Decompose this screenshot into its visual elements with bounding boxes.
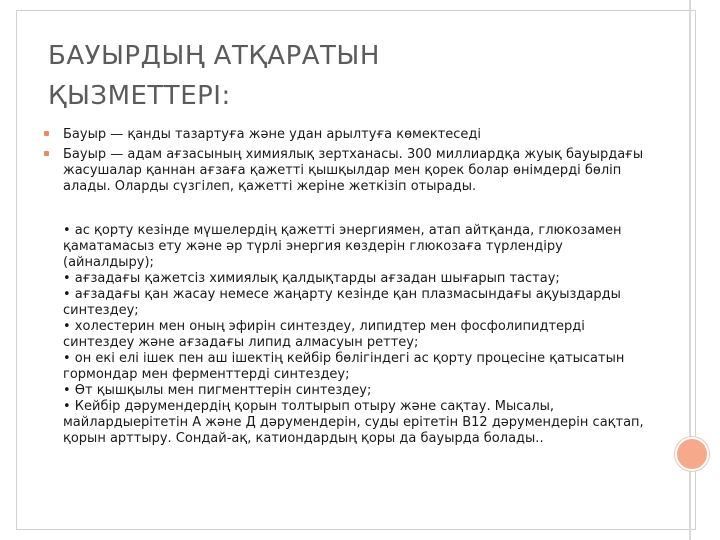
bullet-text: Бауыр — адам ағзасының химиялық зертханасы. 300 миллиардқа жуық бауырдағы жасушалар қаннан ағзаға қажетті қышқылдар мен қорек болар өнімдерді бөліп алады. Оларды сүзгілеп, қажетті жеріне жеткізіп отырады. xyxy=(63,147,644,194)
functions-list xyxy=(44,223,644,447)
bullet-text: Бауыр — қанды тазартуға және удан арылтуға көмектеседі xyxy=(63,127,481,142)
function-item: • Өт қышқылы мен пигменттерін синтездеу; xyxy=(63,383,372,398)
bullet-item xyxy=(44,127,644,143)
trailing-mark: . xyxy=(539,431,544,446)
bullet-marker-icon xyxy=(44,131,49,136)
function-item: • ас қорту кезінде мүшелердің қажетті энергиямен, атап айтқанда, глюкозамен қаматамасыз ету және әр түрлі энергия көздерін глюкозаға түрлендіру (айналдыру); xyxy=(63,223,622,270)
function-item xyxy=(63,399,644,447)
decorative-circle xyxy=(675,437,709,471)
title-line-1: БАУЫРДЫҢ АТҚАРАТЫН xyxy=(48,41,380,71)
function-item: • ағзадағы қажетсіз химиялық қалдықтарды ағзадан шығарып тастау; xyxy=(63,271,560,286)
bullet-item xyxy=(44,147,644,195)
function-text: • Кейбір дәрумендердің қорын толтырып отыру және сақтау. Мысалы, майлардыерітетін А және Д дәрумендерін, суды ерітетін В12 дәрумендерін сақтап, қорын арттыру. Сондай-ақ, катиондардың қоры да бауырда болады. xyxy=(63,399,644,446)
function-item: • ағзадағы қан жасау немесе жаңарту кезінде қан плазмасындағы ақуыздарды синтездеу; xyxy=(63,287,621,318)
slide-title xyxy=(48,36,668,116)
function-item: • холестерин мен оның эфирін синтездеу, липидтер мен фосфолипидтерді синтездеу және ағзадағы липид алмасуын реттеу; xyxy=(63,319,585,350)
function-item: • он екі елі ішек пен аш ішектің кейбір бөлігіндегі ас қорту процесіне қатысатын гормондар мен ферменттерді синтездеу; xyxy=(63,351,625,382)
slide-content xyxy=(44,127,644,447)
bullet-marker-icon xyxy=(44,151,49,156)
title-line-2: ҚЫЗМЕТТЕРІ: xyxy=(48,81,231,111)
